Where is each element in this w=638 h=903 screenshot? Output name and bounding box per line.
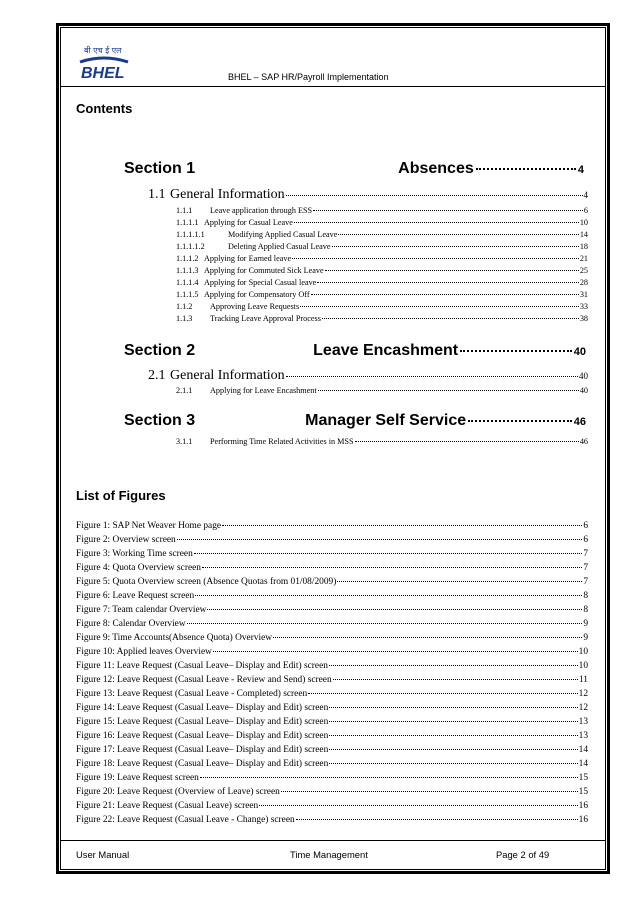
section-page: 4 <box>577 164 584 176</box>
footer-center: Time Management <box>290 849 368 860</box>
bhel-logo <box>76 42 132 82</box>
figure-entry[interactable]: Figure 16: Leave Request (Casual Leave– Display and Edit) screen 13 <box>76 731 588 741</box>
toc-entry[interactable]: 1.1.1.5 Applying for Compensatory Off 31 <box>176 290 588 299</box>
figure-entry[interactable]: Figure 1: SAP Net Weaver Home page 6 <box>76 521 588 531</box>
toc-section-1[interactable] <box>124 160 584 178</box>
svg-text:BHEL: BHEL <box>81 65 125 82</box>
figure-entry[interactable]: Figure 5: Quota Overview screen (Absence Quotas from 01/08/2009) 7 <box>76 577 588 587</box>
section-title: Absences <box>398 160 474 177</box>
section-page: 40 <box>573 346 586 358</box>
toc-entry[interactable]: 1.1 General Information 4 <box>148 187 588 202</box>
figure-entry[interactable]: Figure 20: Leave Request (Overview of Leave) screen 15 <box>76 787 588 797</box>
section-label: Section 3 <box>124 412 196 429</box>
toc-entry[interactable]: 2.1.1 Applying for Leave Encashment 40 <box>176 386 588 395</box>
toc-entry[interactable]: 1.1.1 Leave application through ESS 6 <box>176 206 588 215</box>
figure-entry[interactable]: Figure 22: Leave Request (Casual Leave - Change) screen 16 <box>76 815 588 825</box>
figure-entry[interactable]: Figure 15: Leave Request (Casual Leave– Display and Edit) screen 13 <box>76 717 588 727</box>
toc-entry[interactable]: 2.1 General Information 40 <box>148 368 588 383</box>
toc-entry[interactable]: 1.1.1.2 Applying for Earned leave 21 <box>176 254 588 263</box>
toc-entry[interactable]: 1.1.1.1 Applying for Casual Leave 10 <box>176 218 588 227</box>
section-title: Leave Encashment <box>313 342 459 359</box>
figure-entry[interactable]: Figure 6: Leave Request screen 8 <box>76 591 588 601</box>
header-rule <box>60 86 606 87</box>
toc-entry[interactable]: 1.1.2 Approving Leave Requests 33 <box>176 302 588 311</box>
section-label: Section 2 <box>124 342 196 359</box>
footer-left: User Manual <box>76 849 130 860</box>
footer-page-number: Page 2 of 49 <box>496 849 550 860</box>
figure-entry[interactable]: Figure 19: Leave Request screen 15 <box>76 773 588 783</box>
toc-section-3[interactable] <box>124 412 586 430</box>
contents-heading: Contents <box>76 101 133 116</box>
figure-entry[interactable]: Figure 12: Leave Request (Casual Leave - Review and Send) screen 11 <box>76 675 588 685</box>
figure-entry[interactable]: Figure 14: Leave Request (Casual Leave– Display and Edit) screen 12 <box>76 703 588 713</box>
toc-entry[interactable]: 3.1.1 Performing Time Related Activities in MSS 46 <box>176 437 588 446</box>
figure-entry[interactable]: Figure 2: Overview screen 6 <box>76 535 588 545</box>
figure-entry[interactable]: Figure 8: Calendar Overview 9 <box>76 619 588 629</box>
toc-entry[interactable]: 1.1.1.3 Applying for Commuted Sick Leave 25 <box>176 266 588 275</box>
footer-rule <box>60 840 606 841</box>
list-of-figures-heading: List of Figures <box>76 488 166 503</box>
toc-entry[interactable]: 1.1.1.1.2 Deleting Applied Casual Leave 18 <box>176 242 588 251</box>
section-title: Manager Self Service <box>305 412 467 429</box>
header-title: BHEL – SAP HR/Payroll Implementation <box>228 72 389 82</box>
figure-entry[interactable]: Figure 18: Leave Request (Casual Leave– Display and Edit) screen 14 <box>76 759 588 769</box>
figure-entry[interactable]: Figure 21: Leave Request (Casual Leave) screen 16 <box>76 801 588 811</box>
svg-text:बी एच ई एल: बी एच ई एल <box>84 46 122 55</box>
section-page: 46 <box>573 416 586 428</box>
figure-entry[interactable]: Figure 10: Applied leaves Overview 10 <box>76 647 588 657</box>
figure-entry[interactable]: Figure 13: Leave Request (Casual Leave - Completed) screen 12 <box>76 689 588 699</box>
toc-entry[interactable]: 1.1.1.4 Applying for Special Casual leave 28 <box>176 278 588 287</box>
page-border-inner <box>60 27 606 870</box>
figure-entry[interactable]: Figure 3: Working Time screen 7 <box>76 549 588 559</box>
section-label: Section 1 <box>124 160 196 177</box>
figure-entry[interactable]: Figure 4: Quota Overview screen 7 <box>76 563 588 573</box>
figure-entry[interactable]: Figure 11: Leave Request (Casual Leave– Display and Edit) screen 10 <box>76 661 588 671</box>
toc-section-2[interactable] <box>124 342 586 360</box>
toc-entry[interactable]: 1.1.1.1.1 Modifying Applied Casual Leave 14 <box>176 230 588 239</box>
figure-entry[interactable]: Figure 17: Leave Request (Casual Leave– Display and Edit) screen 14 <box>76 745 588 755</box>
figure-entry[interactable]: Figure 7: Team calendar Overview 8 <box>76 605 588 615</box>
toc-entry[interactable]: 1.1.3 Tracking Leave Approval Process 38 <box>176 314 588 323</box>
figure-entry[interactable]: Figure 9: Time Accounts(Absence Quota) Overview 9 <box>76 633 588 643</box>
